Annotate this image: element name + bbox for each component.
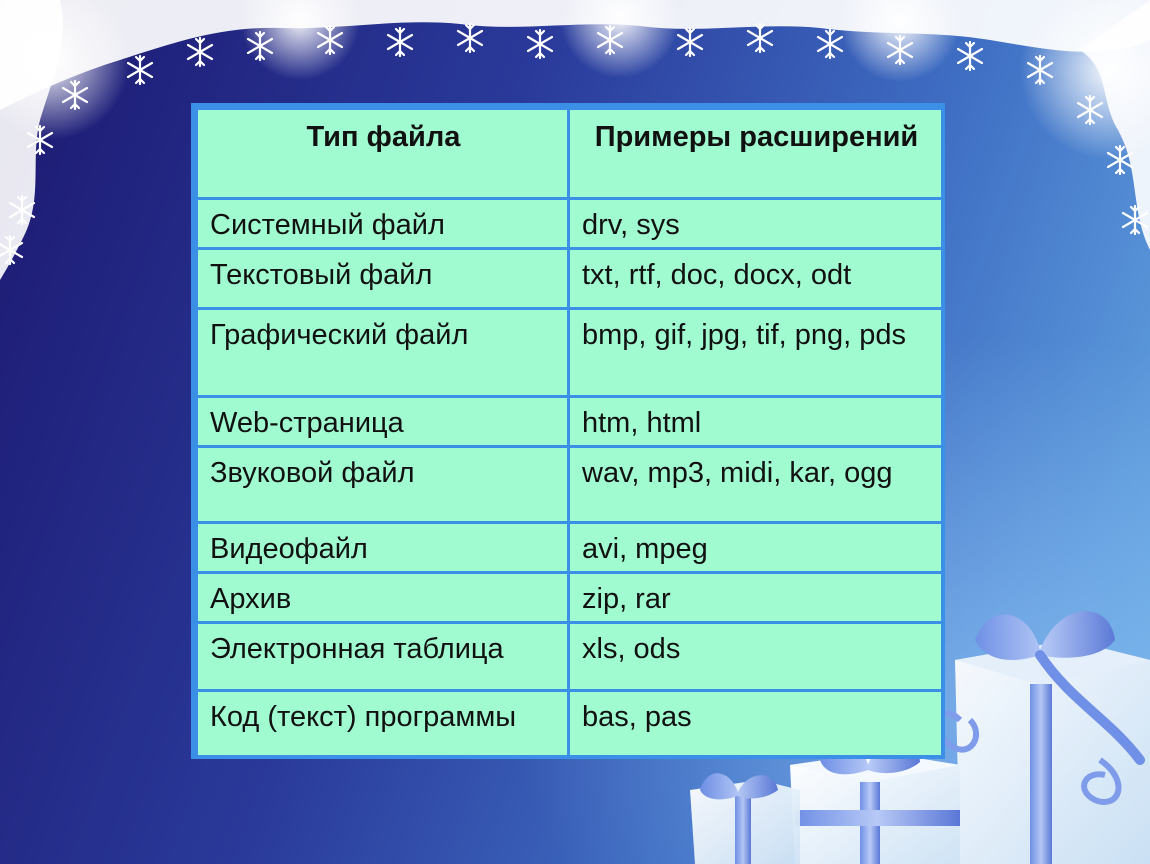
table-row [197, 623, 943, 691]
table-row [197, 523, 943, 573]
file-type-cell: Графический файл [197, 309, 569, 397]
file-type-cell: Web-страница [197, 397, 569, 447]
extensions-cell: avi, mpeg [569, 523, 943, 573]
file-type-cell: Электронная таблица [197, 623, 569, 691]
table-row [197, 691, 943, 757]
extensions-cell: zip, rar [569, 573, 943, 623]
extensions-cell: bmp, gif, jpg, tif, png, pds [569, 309, 943, 397]
extensions-cell: xls, ods [569, 623, 943, 691]
extensions-cell: drv, sys [569, 199, 943, 249]
extensions-cell: htm, html [569, 397, 943, 447]
file-type-cell: Звуковой файл [197, 447, 569, 523]
table-row [197, 199, 943, 249]
table-row [197, 249, 943, 309]
file-type-cell: Архив [197, 573, 569, 623]
file-types-table [195, 107, 944, 758]
file-type-cell: Видеофайл [197, 523, 569, 573]
header-extensions: Примеры расширений [569, 109, 943, 199]
file-type-cell: Системный файл [197, 199, 569, 249]
table-header-row [197, 109, 943, 199]
extensions-cell: txt, rtf, doc, docx, odt [569, 249, 943, 309]
extensions-cell: bas, pas [569, 691, 943, 757]
file-type-cell: Код (текст) программы [197, 691, 569, 757]
header-file-type: Тип файла [197, 109, 569, 199]
table-row [197, 397, 943, 447]
file-types-table-frame [191, 103, 945, 759]
table-row [197, 573, 943, 623]
extensions-cell: wav, mp3, midi, kar, ogg [569, 447, 943, 523]
table-row [197, 309, 943, 397]
file-type-cell: Текстовый файл [197, 249, 569, 309]
table-row [197, 447, 943, 523]
